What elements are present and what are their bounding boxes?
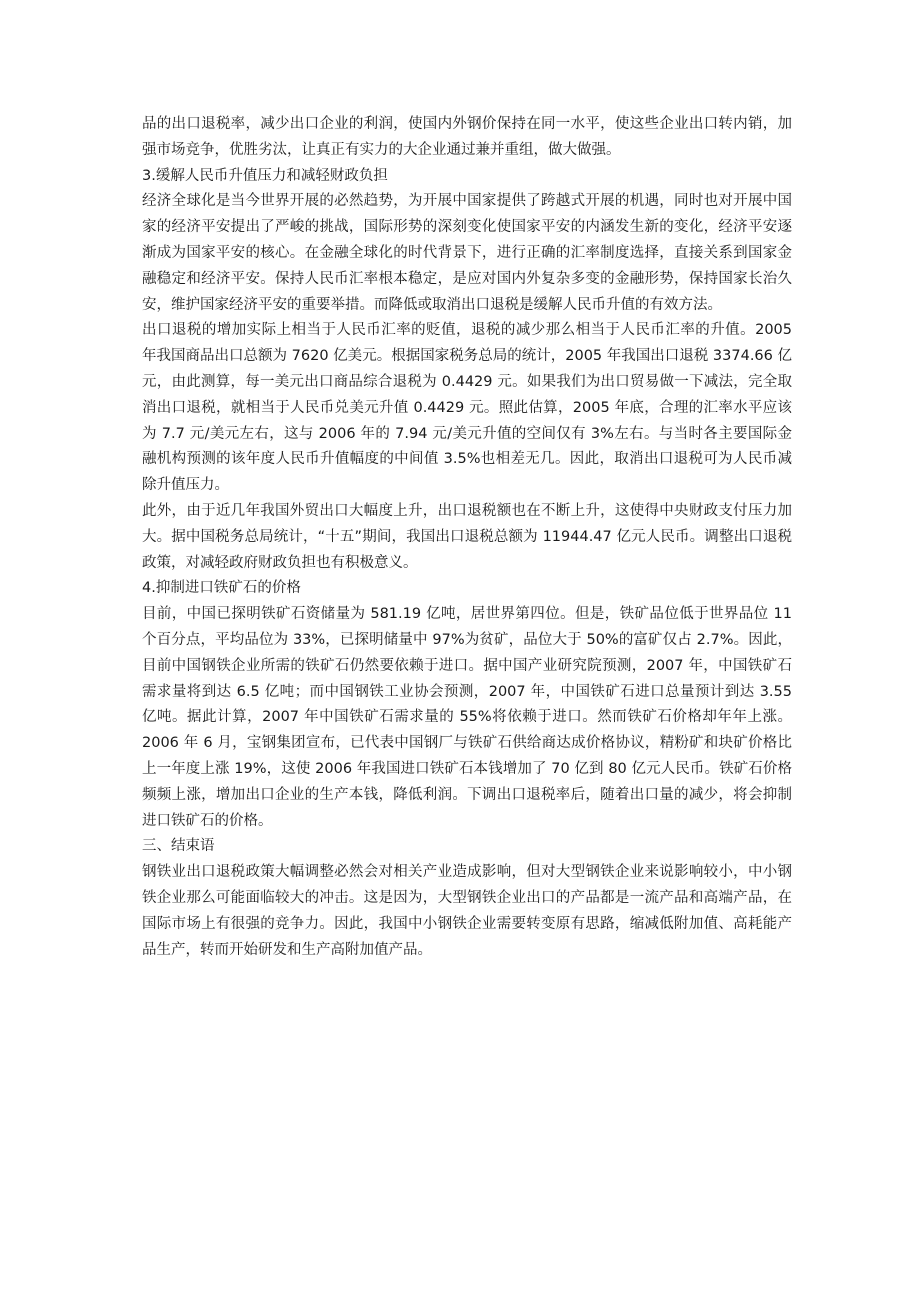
paragraph-intro-continuation: 品的出口退税率，减少出口企业的利润，使国内外钢价保持在同一水平，使这些企业出口转内销，加强市场竞争，优胜劣汰，让真正有实力的大企业通过兼并重组，做大做强。 <box>142 116 792 158</box>
paragraph-conclusion: 钢铁业出口退税政策大幅调整必然会对相关产业造成影响，但对大型钢铁企业来说影响较小，中小钢铁企业那么可能面临较大的冲击。这是因为，大型钢铁企业出口的产品都是一流产品和高端产品，在国际市场上有很强的竞争力。因此，我国中小钢铁企业需要转变原有思路，缩减低附加值、高耗能产品生产，转而开始研发和生产高附加值产品。 <box>142 864 792 958</box>
paragraph-fiscal-pressure: 此外，由于近几年我国外贸出口大幅度上升，出口退税额也在不断上升，这使得中央财政支付压力加大。据中国税务总局统计，“十五”期间，我国出口退税总额为 11944.47 亿元人民币。调整出口退税政策，对减轻政府财政负担也有积极意义。 <box>142 502 792 571</box>
section-heading-4: 4.抑制进口铁矿石的价格 <box>142 580 301 597</box>
document-body <box>142 112 792 963</box>
section-heading-3: 3.缓解人民币升值压力和减轻财政负担 <box>142 167 388 184</box>
paragraph-iron-ore: 目前，中国已探明铁矿石资储量为 581.19 亿吨，居世界第四位。但是，铁矿品位低于世界品位 11 个百分点，平均品位为 33%，已探明储量中 97%为贫矿，品位大于 50%的富矿仅占 2.7%。因此，目前中国钢铁企业所需的铁矿石仍然要依赖于进口。据中国产业研究院预测，2007 年，中国铁矿石需求量将到达 6.5 亿吨；而中国钢铁工业协会预测，2007 年，中国铁矿石进口总量预计到达 3.55 亿吨。据此计算，2007 年中国铁矿石需求量的 55%将依赖于进口。然而铁矿石价格却年年上涨。2006 年 6 月，宝钢集团宣布，已代表中国钢厂与铁矿石供给商达成价格协议，精粉矿和块矿价格比上一年度上涨 19%，这使 2006 年我国进口铁矿石本钱增加了 70 亿到 80 亿元人民币。铁矿石价格频频上涨，增加出口企业的生产本钱，降低利润。下调出口退税率后，随着出口量的减少，将会抑制进口铁矿石的价格。 <box>142 606 792 829</box>
paragraph-exchange-rate: 出口退税的增加实际上相当于人民币汇率的贬值，退税的减少那么相当于人民币汇率的升值。2005 年我国商品出口总额为 7620 亿美元。根据国家税务总局的统计，2005 年我国出口退税 3374.66 亿元，由此测算，每一美元出口商品综合退税为 0.4429 元。如果我们为出口贸易做一下减法，完全取消出口退税，就相当于人民币兑美元升值 0.4429 元。照此估算，2005 年底，合理的汇率水平应该为 7.7 元/美元左右，这与 2006 年的 7.94 元/美元升值的空间仅有 3%左右。与当时各主要国际金融机构预测的该年度人民币升值幅度的中间值 3.5%也相差无几。因此，取消出口退税可为人民币减除升值压力。 <box>142 322 792 494</box>
paragraph-globalization: 经济全球化是当今世界开展的必然趋势，为开展中国家提供了跨越式开展的机遇，同时也对开展中国家的经济平安提出了严峻的挑战，国际形势的深刻变化使国家平安的内涵发生新的变化，经济平安逐渐成为国家平安的核心。在金融全球化的时代背景下，进行正确的汇率制度选择，直接关系到国家金融稳定和经济平安。保持人民币汇率根本稳定，是应对国内外复杂多变的金融形势，保持国家长治久安，维护国家经济平安的重要举措。而降低或取消出口退税是缓解人民币升值的有效方法。 <box>142 193 792 313</box>
section-heading-conclusion: 三、结束语 <box>142 838 215 855</box>
